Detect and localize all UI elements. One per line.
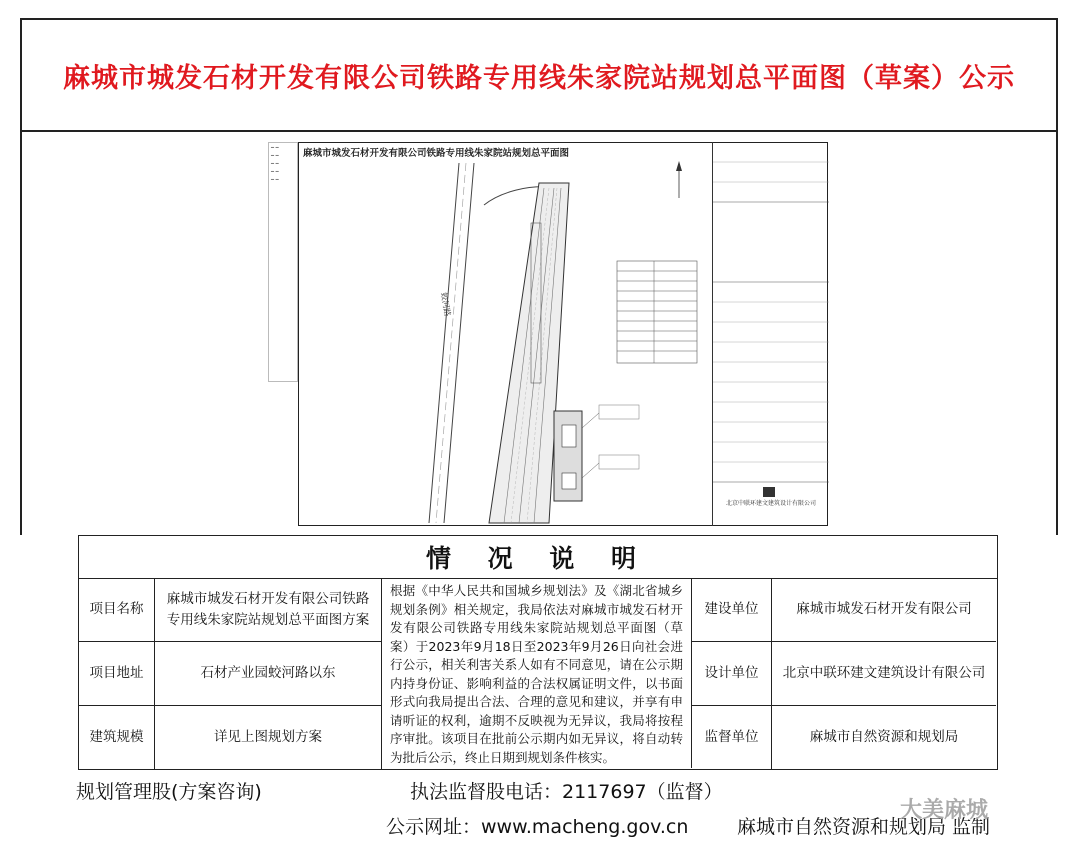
project-address-value: 石材产业园蛟河路以东 <box>155 642 382 706</box>
consult-text: 规划管理股(方案咨询) <box>76 781 262 803</box>
building-scale-value: 详见上图规划方案 <box>155 706 382 769</box>
builder-value: 麻城市城发石材开发有限公司 <box>772 578 996 642</box>
supervisor-label: 监督单位 <box>692 706 772 769</box>
road-label: 蛟河路 <box>439 291 453 317</box>
drawing-company: 北京中联环建文建筑设计有限公司 <box>725 500 816 507</box>
frame-left-border <box>20 130 22 535</box>
watermark: 大美麻城 <box>900 798 989 823</box>
supervisor-value: 麻城市自然资源和规划局 <box>809 729 959 746</box>
project-name-value: 麻城市城发石材开发有限公司铁路专用线朱家院站规划总平面图方案 <box>155 578 382 642</box>
site-plan-drawing <box>268 140 828 528</box>
building-scale-label: 建筑规模 <box>79 706 155 769</box>
page-title: 麻城市城发石材开发有限公司铁路专用线朱家院站规划总平面图（草案）公示 <box>63 62 1015 94</box>
notice-text: 根据《中华人民共和国城乡规划法》及《湖北省城乡规划条例》相关规定，我局依法对麻城市城发石材开发有限公司铁路专用线朱家院站规划总平面图（草案）于2023年9月18日至2023年9月26日向社会进行公示，相关利害关系人如有不同意见，请在公示期内持身份证、影响利益的合法权属证明文件，以书面形式向我局提出合法、合理的意见和建议，并享有申请听证的权利，逾期不反映视为无异议，我局将按程序审批。该项目在批前公示期内如无异议，将自动转为批后公示，终止日期到规划条件核实。 <box>382 578 692 768</box>
supervise-text: 麻城市自然资源和规划局 监制 <box>737 816 991 838</box>
info-table <box>78 535 998 770</box>
title-block-grid <box>713 142 829 526</box>
drawing-title: 麻城市城发石材开发有限公司铁路专用线朱家院站规划总平面图 <box>303 148 570 159</box>
info-heading: 情 况 说 明 <box>79 536 997 579</box>
designer-label: 设计单位 <box>692 642 772 706</box>
project-name-label: 项目名称 <box>79 578 155 642</box>
builder-label: 建设单位 <box>692 578 772 642</box>
phone-text: 执法监督股电话：2117697（监督） <box>410 781 723 803</box>
drawing-side-strip: ━ ━ ━ ━ ━ ━ ━ ━ ━ ━ <box>268 142 298 382</box>
drawing-title-block <box>712 142 829 526</box>
project-address-label: 项目地址 <box>79 642 155 706</box>
designer-value: 北京中联环建文建筑设计有限公司 <box>772 642 996 706</box>
title-frame <box>20 18 1058 132</box>
frame-right-border <box>1056 130 1058 535</box>
website-text: 公示网址：www.macheng.gov.cn <box>386 816 689 838</box>
